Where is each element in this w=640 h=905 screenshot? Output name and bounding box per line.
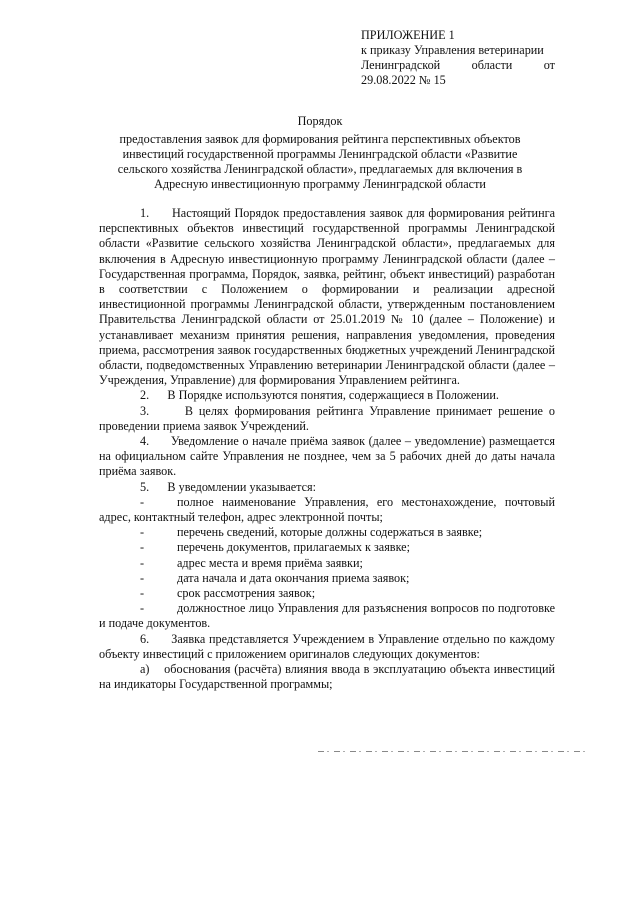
appendix-order-ref: к приказу Управления ветеринарии [361, 43, 544, 57]
document-title [100, 114, 540, 192]
list-item-text: перечень документов, прилагаемых к заявке; [177, 540, 410, 555]
list-item [99, 556, 555, 571]
paragraph-1: 1. Настоящий Порядок предоставления заявок для формирования рейтинга перспективных объектов инвестиций государственной программы Ленинградской области «Развитие сельского хозяйства Ленинградской области», предлагаемых для включения в Адресную инвестиционную программу Ленинградской области (далее – Государственная программа, Порядок, заявка, рейтинг, объект инвестиций) разработан в соответствии с Положением о формировании и реализации адресной инвестиционной программы Ленинградской области, утвержденным постановлением Правительства Ленинградской области от 25.01.2019 № 10 (далее – Положение) и устанавливает механизм принятия решения, направления уведомления, проведения приема, рассмотрения заявок государственных бюджетных учреждений Ленинградской области, подведомственных Управлению ветеринарии Ленинградской области (далее – Учреждения, Управление) для формирования Управлением рейтинга. [99, 206, 555, 388]
appendix-header [361, 28, 555, 88]
list-item [99, 601, 555, 631]
list-item-text: дата начала и дата окончания приема заявок; [177, 570, 410, 585]
list-dash: - [140, 601, 145, 616]
appendix-oblast: области [471, 58, 513, 72]
paragraph-3: 3. В целях формирования рейтинга Управление принимает решение о проведении приема заявок Учреждений. [99, 403, 555, 433]
paragraph-2: 2. В Порядке используются понятия, содержащиеся в Положении. [140, 388, 499, 403]
document-body [99, 206, 555, 693]
title-line: сельского хозяйства Ленинградской области», предлагаемых для включения в [117, 162, 523, 176]
title-heading: Порядок [297, 114, 343, 128]
paragraph-5: 5. В уведомлении указывается: [140, 479, 317, 494]
appendix-region: Ленинградской [361, 58, 441, 72]
list-item-text: адрес места и время приёма заявки; [177, 555, 363, 570]
list-dash: - [140, 494, 145, 509]
appendix-region-row [361, 58, 555, 73]
list-item-text: срок рассмотрения заявок; [177, 586, 316, 601]
list-item-text: полное наименование Управления, его местонахождение, почтовый адрес, контактный телефон, адрес электронной почты; [99, 494, 555, 525]
list-dash: - [140, 555, 145, 570]
title-line: Адресную инвестиционную программу Ленинградской области [154, 177, 486, 191]
list-item [99, 586, 555, 601]
list-item [99, 495, 555, 525]
list-dash: - [140, 586, 145, 601]
list-item-text: перечень сведений, которые должны содержаться в заявке; [177, 525, 483, 540]
paragraph-4: 4. Уведомление о начале приёма заявок (далее – уведомление) размещается на официальном сайте Управления не позднее, чем за 5 рабочих дней до даты начала приёма заявок. [99, 434, 555, 479]
scan-artifact-line [318, 751, 586, 752]
paragraph-6a: а) обоснования (расчёта) влияния ввода в эксплуатацию объекта инвестиций на индикаторы Государственной программы; [99, 662, 555, 692]
list-dash: - [140, 570, 145, 585]
list-item [99, 525, 555, 540]
paragraph-6: 6. Заявка представляется Учреждением в Управление отдельно по каждому объекту инвестиций с приложением оригиналов следующих документов: [99, 631, 555, 661]
list-dash: - [140, 540, 145, 555]
list-item [99, 540, 555, 555]
list-dash: - [140, 525, 145, 540]
title-line: предоставления заявок для формирования рейтинга перспективных объектов [119, 132, 521, 146]
title-line: инвестиций государственной программы Ленинградской области «Развитие [122, 147, 518, 161]
appendix-date-number: 29.08.2022 № 15 [361, 73, 446, 87]
list-item-text: должностное лицо Управления для разъяснения вопросов по подготовке и подаче документов. [99, 601, 555, 631]
list-item [99, 571, 555, 586]
appendix-from: от [543, 58, 555, 72]
appendix-title: ПРИЛОЖЕНИЕ 1 [361, 28, 455, 42]
